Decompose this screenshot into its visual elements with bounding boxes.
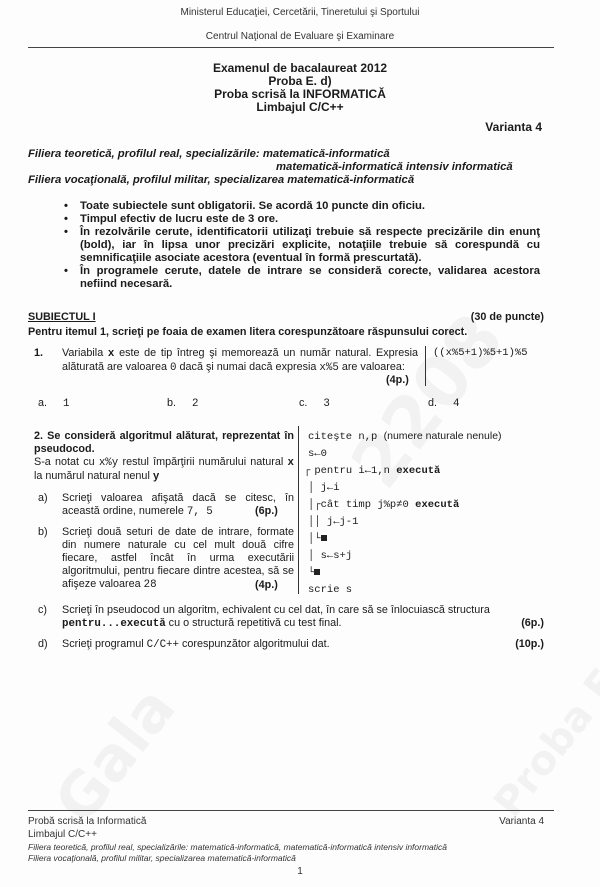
pseudo-line: │┌cât timp j%p≠0 execută (308, 499, 460, 511)
exam-title (0, 62, 600, 114)
sub-b-points: (4p.) (255, 579, 278, 591)
option-letter: a. (38, 397, 48, 409)
item2-number: 2. (34, 430, 44, 442)
pseudo-code: j←i (320, 482, 340, 494)
sub-c-code: pentru...execută (62, 618, 166, 630)
option-d (428, 397, 460, 411)
item1-number: 1. (34, 347, 44, 359)
item1-text (62, 347, 418, 375)
exam-rules (62, 200, 540, 291)
variant-label: Varianta 4 (485, 120, 542, 134)
pseudo-line: │ j←i (308, 482, 340, 494)
item1-separator (425, 346, 426, 386)
exam-title-line: Examenul de bacalaureat 2012 (212, 61, 388, 75)
filiera-line: Filiera teoretică, profilul real, specializările: matematică-informatică (28, 148, 390, 160)
exam-title-line: Proba E. d) (268, 74, 332, 88)
pseudo-code: pentru i←1,n (314, 465, 390, 477)
filiera-line: matematică-informatică intensiv informatică (276, 161, 513, 173)
ministry-header: Ministerul Educaţiei, Cercetării, Tineretului şi Sportului (180, 7, 420, 18)
option-b (167, 397, 199, 411)
pseudo-line: │└ (308, 531, 502, 548)
filiera-line: Filiera vocaţională, profilul militar, specializarea matematică-informatică (28, 174, 415, 186)
pseudo-line: scrie s (308, 584, 353, 596)
exam-title-line: Proba scrisă la INFORMATICĂ (214, 87, 386, 101)
option-letter: d. (428, 397, 438, 409)
rule-item: • În programele cerute, datele de intrare se consideră corecte, validarea acestora nefiind necesară. (62, 265, 540, 291)
option-a (38, 397, 70, 411)
option-value: 3 (323, 398, 330, 410)
header-divider (28, 47, 554, 48)
sub-d-text-part: corespunzător algoritmului dat. (182, 638, 330, 650)
sub-c-text-part: cu o structură repetitivă cu test final. (168, 617, 342, 629)
pseudo-keyword: execută (415, 499, 460, 511)
item2-separator (298, 426, 299, 594)
option-c (299, 397, 330, 411)
page-number: 1 (297, 866, 303, 877)
sub-c-text-part: Scrieţi în pseudocod un algoritm, echivalent cu cel dat, în care să se înlocuiască structura (62, 604, 490, 616)
pseudo-code: j←j-1 (326, 516, 359, 528)
watermark-stamp (485, 661, 600, 826)
item1-var: x (107, 348, 115, 360)
pseudo-line: ┌ pentru i←1,n execută (304, 465, 441, 477)
pseudo-comment: (numere naturale nenule) (383, 430, 502, 442)
item2-note-part: restul împărţirii numărului natural (122, 456, 284, 468)
item2-note-part: la numărul natural nenul (34, 470, 150, 482)
footer-variant: Varianta 4 (499, 816, 544, 827)
item1-expression: ((x%5+1)%5+1)%5 (433, 347, 528, 359)
rule-item: • În rezolvările cerute, identificatorii utilizaţi trebuie să respecte precizările din enunţ (bold), iar în lipsa unor precizări explicite, notaţiile trebuie să corespundă cu semnificaţiile asociate acestora (eventual în formă prescurtată). (62, 226, 540, 265)
sub-c-letter: c) (38, 604, 47, 616)
sub-d-letter: d) (38, 638, 48, 650)
item1-text-part: Variabila (62, 347, 104, 359)
end-block-square (321, 535, 327, 541)
option-value: 2 (192, 398, 199, 410)
footer-line: Limbajul C/C++ (28, 829, 97, 840)
sub-b-text-part: Scrieţi două seturi de date de intrare, formate din numere naturale cu cel mult două cifre fiecare, astfel încât în urma executării algoritmului, pentru fiecare dintre acestea, să se afişeze valoarea (62, 526, 294, 590)
footer-line: Filiera teoretică, profilul real, specializările: matematică-informatică, matematică-informatică intensiv informatică (28, 842, 448, 852)
sub-a-code: 7, 5 (186, 506, 213, 518)
item2-note (34, 456, 294, 484)
rule-item: • Timpul efectiv de lucru este de 3 ore. (62, 213, 540, 226)
pseudo-code: s←s+j (320, 550, 353, 562)
pseudo-line: s←0 (308, 448, 327, 460)
center-header: Centrul Naţional de Evaluare şi Examinare (205, 31, 395, 42)
item1-zero: 0 (170, 362, 177, 374)
item2-heading-text: Se consideră algoritmul alăturat, reprezentat în pseudocod. (34, 430, 295, 455)
sub-a-letter: a) (38, 492, 48, 504)
pseudocode (304, 428, 502, 599)
item1-points: (4p.) (386, 374, 409, 386)
sub-d-text-part: Scrieţi programul (62, 638, 144, 650)
sub-c-text (62, 604, 542, 631)
footer-divider (28, 810, 554, 811)
sub-c-points: (6p.) (521, 617, 544, 629)
item2-note-part: S-a notat cu (34, 456, 95, 468)
option-value: 4 (453, 398, 460, 410)
sub-a-points: (6p.) (255, 505, 278, 517)
pseudo-code: citeşte n,p (308, 431, 378, 443)
option-letter: c. (299, 397, 308, 409)
watermark-stamp (41, 674, 189, 836)
sub-b-code: 28 (143, 579, 157, 591)
sub-a-text-part: Scrieţi valoarea afişată dacă se citesc, în această ordine, numerele (62, 492, 294, 517)
subject-instruction: Pentru itemul 1, scrieţi pe foaia de examen litera corespunzătoare răspunsului corect. (28, 326, 468, 338)
item2-note-code: x (287, 457, 294, 469)
pseudo-line: │ s←s+j (308, 550, 353, 562)
sub-d-text (62, 638, 330, 652)
option-letter: b. (167, 397, 177, 409)
subject-points: (30 de puncte) (470, 311, 544, 323)
item1-expr2: x%5 (319, 362, 339, 374)
rule-item: • Toate subiectele sunt obligatorii. Se acordă 10 puncte din oficiu. (62, 200, 540, 213)
pseudo-keyword: execută (396, 465, 441, 477)
pseudo-line: ││ j←j-1 (308, 516, 359, 528)
option-value: 1 (63, 398, 70, 410)
pseudo-line (308, 428, 502, 446)
subject-title: SUBIECTUL I (28, 311, 96, 323)
item2-note-code: x%y (98, 457, 119, 469)
footer-line: Probă scrisă la Informatică (28, 816, 147, 827)
item2-note-code: y (152, 471, 160, 483)
item1-text-part: are valoarea: (341, 361, 405, 373)
item1-text-part: este de tip întreg şi memorează un număr natural. Expresia alăturată are valoarea (62, 347, 419, 373)
item1-text-part: dacă şi numai dacă expresia (179, 361, 317, 373)
end-block-square (314, 569, 320, 575)
item2-intro (34, 430, 294, 484)
pseudo-line: └ (308, 565, 502, 582)
sub-d-code: C/C++ (146, 639, 180, 651)
footer-line: Filiera vocaţională, profilul militar, specializarea matematică-informatică (28, 853, 296, 863)
pseudo-code: cât timp j%p≠0 (320, 499, 409, 511)
sub-d-points: (10p.) (515, 638, 544, 650)
exam-title-line: Limbajul C/C++ (256, 100, 344, 114)
item2-heading (34, 430, 294, 456)
sub-b-letter: b) (38, 526, 48, 538)
